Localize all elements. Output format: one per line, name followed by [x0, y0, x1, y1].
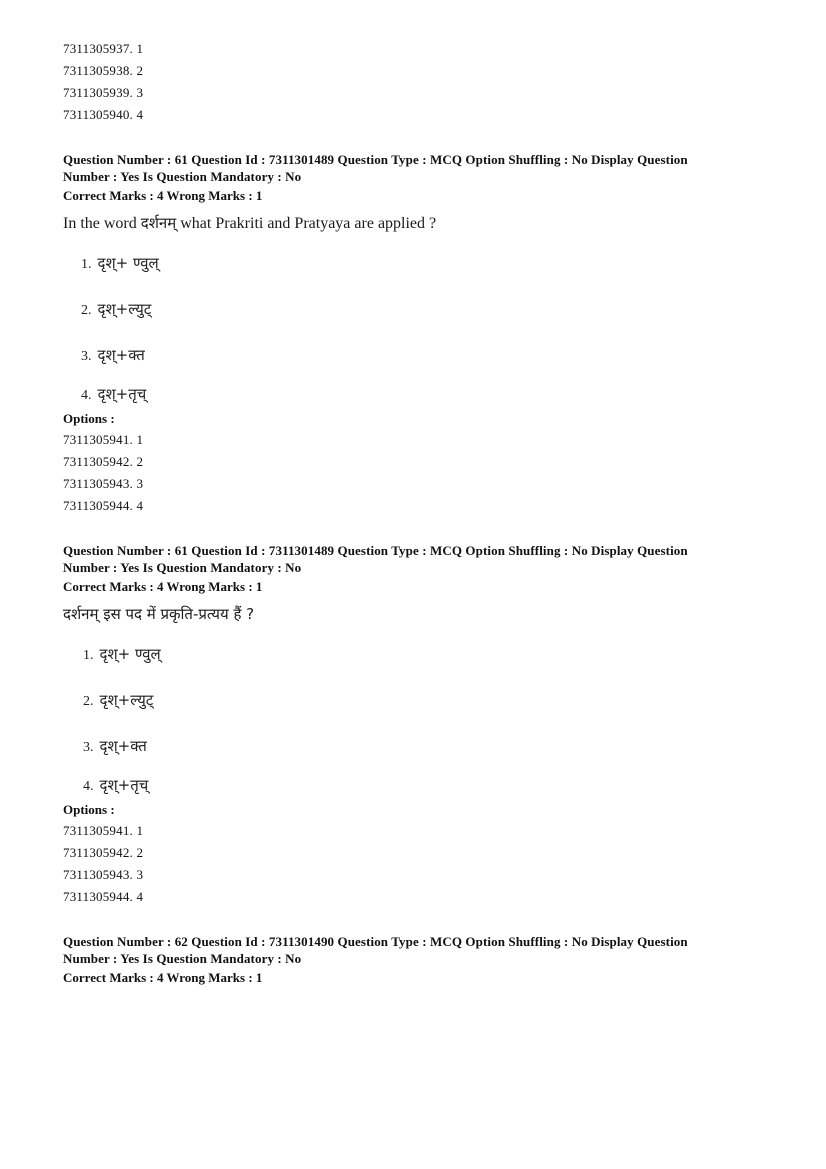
choice-number: 1.: [83, 648, 94, 663]
choice-item: [81, 335, 763, 381]
option-value: 3: [136, 867, 144, 882]
options-label: Options :: [63, 411, 115, 426]
option-line: 7311305943. 3: [63, 476, 144, 491]
option-id: 7311305943: [63, 476, 130, 491]
choice-number: 3.: [83, 740, 94, 755]
choice-text: दृश्+ ण्वुल्: [97, 254, 159, 272]
choice-number: 1.: [81, 257, 92, 272]
option-value: 1: [136, 432, 144, 447]
option-line: 7311305944. 4: [63, 889, 144, 904]
question-header-line: Question Number : 61 Question Id : 7311301489 Question Type : MCQ Option Shuffling : No Display Question: [63, 543, 688, 558]
question-header: [63, 151, 763, 185]
choice-list: [83, 634, 763, 798]
question-header-line: Question Number : 62 Question Id : 7311301490 Question Type : MCQ Option Shuffling : No Display Question: [63, 934, 688, 949]
question-header-line: Question Number : 61 Question Id : 7311301489 Question Type : MCQ Option Shuffling : No Display Question: [63, 152, 688, 167]
option-value: 4: [136, 498, 144, 513]
option-line: 7311305941. 1: [63, 823, 144, 838]
option-id: 7311305944: [63, 889, 130, 904]
option-value: 4: [136, 107, 144, 122]
option-value: 3: [136, 476, 144, 491]
option-line: 7311305937. 1: [63, 41, 144, 56]
option-line: 7311305942. 2: [63, 454, 144, 469]
option-line: 7311305939. 3: [63, 85, 144, 100]
option-id: 7311305943: [63, 867, 130, 882]
choice-item: [81, 243, 763, 289]
option-value: 4: [136, 889, 144, 904]
option-id: 7311305939: [63, 85, 130, 100]
choice-number: 2.: [83, 694, 94, 709]
choice-number: 2.: [81, 303, 92, 318]
question-header-line: Number : Yes Is Question Mandatory : No: [63, 169, 302, 184]
question-text-suffix: what Prakriti and Pratyaya are applied ?: [176, 215, 437, 232]
option-line: 7311305940. 4: [63, 107, 144, 122]
options-list: [63, 820, 763, 908]
choice-number: 3.: [81, 349, 92, 364]
question-header: [63, 933, 763, 967]
choice-item: [83, 634, 763, 680]
option-value: 1: [136, 823, 144, 838]
question-block: [63, 933, 763, 988]
option-value: 1: [136, 41, 144, 56]
option-id: 7311305940: [63, 107, 130, 122]
option-id: 7311305941: [63, 432, 130, 447]
option-line: 7311305943. 3: [63, 867, 144, 882]
question-text-sanskrit: दर्शनम् इस पद में प्रकृति-प्रत्यय हैं ?: [63, 605, 255, 623]
choice-text: दृश्+ल्युट्: [97, 300, 152, 318]
option-id: 7311305941: [63, 823, 130, 838]
question-text: [63, 210, 763, 237]
option-line: 7311305942. 2: [63, 845, 144, 860]
question-block: [63, 151, 763, 517]
option-id: 7311305937: [63, 41, 130, 56]
choice-list: [81, 243, 763, 407]
choice-item: [81, 289, 763, 335]
question-header: [63, 542, 763, 576]
options-list-top: [63, 38, 763, 126]
marks-line: Correct Marks : 4 Wrong Marks : 1: [63, 188, 263, 203]
question-text-prefix: In the word: [63, 215, 141, 232]
choice-item: [83, 772, 763, 798]
options-list: [63, 429, 763, 517]
question-text-sanskrit: दर्शनम्: [140, 214, 177, 232]
choice-text: दृश्+ल्युट्: [99, 691, 154, 709]
option-value: 2: [136, 845, 144, 860]
question-text: [63, 601, 763, 628]
question-header-line: Number : Yes Is Question Mandatory : No: [63, 951, 302, 966]
question-block: [63, 542, 763, 908]
option-id: 7311305938: [63, 63, 130, 78]
choice-text: दृश्+तृच्: [99, 776, 149, 794]
choice-item: [81, 381, 763, 407]
option-id: 7311305944: [63, 498, 130, 513]
option-id: 7311305942: [63, 454, 130, 469]
option-line: 7311305941. 1: [63, 432, 144, 447]
choice-text: दृश्+तृच्: [97, 385, 147, 403]
choice-item: [83, 726, 763, 772]
choice-number: 4.: [83, 779, 94, 794]
marks-line: Correct Marks : 4 Wrong Marks : 1: [63, 970, 263, 985]
option-value: 2: [136, 63, 144, 78]
choice-number: 4.: [81, 388, 92, 403]
option-value: 3: [136, 85, 144, 100]
option-line: 7311305938. 2: [63, 63, 144, 78]
choice-text: दृश्+क्त: [99, 737, 147, 755]
choice-text: दृश्+क्त: [97, 346, 145, 364]
options-label: Options :: [63, 802, 115, 817]
option-value: 2: [136, 454, 144, 469]
option-id: 7311305942: [63, 845, 130, 860]
marks-line: Correct Marks : 4 Wrong Marks : 1: [63, 579, 263, 594]
question-header-line: Number : Yes Is Question Mandatory : No: [63, 560, 302, 575]
choice-item: [83, 680, 763, 726]
option-line: 7311305944. 4: [63, 498, 144, 513]
choice-text: दृश्+ ण्वुल्: [99, 645, 161, 663]
document-page: [63, 38, 763, 988]
